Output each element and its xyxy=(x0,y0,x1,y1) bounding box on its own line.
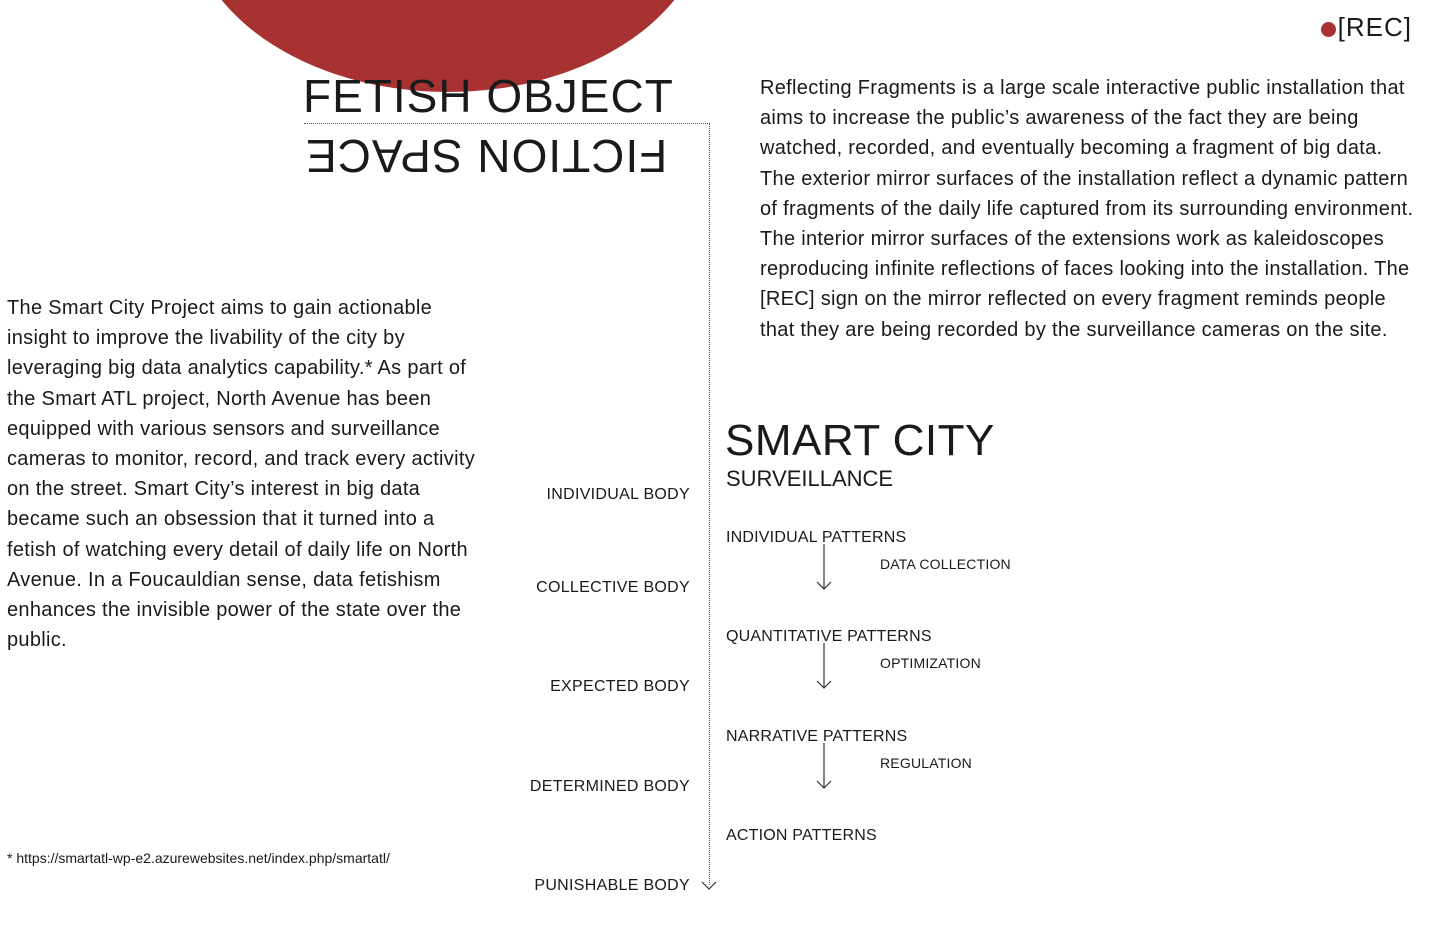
pattern-label: ACTION PATTERNS xyxy=(726,827,877,844)
body-label: COLLECTIVE BODY xyxy=(536,579,690,596)
dotted-divider-vertical xyxy=(709,123,710,885)
body-label: DETERMINED BODY xyxy=(529,778,690,795)
title-fiction-space-mirrored: FICTION SPACE xyxy=(305,130,668,182)
pattern-label: NARRATIVE PATTERNS xyxy=(726,728,908,745)
rec-indicator xyxy=(1321,12,1412,43)
smart-city-description: The Smart City Project aims to gain actionable insight to improve the livability of the city by leveraging big data analytics capability.* As part of the Smart ATL project, North Avenue has been equipped with various sensors and surveillance cameras to monitor, record, and track every activity on the street. Smart City’s interest in big data became such an obsession that it turned into a fetish of watching every detail of daily life on North Avenue. In a Foucauldian sense, data fetishism enhances the invisible power of the state over the public. xyxy=(7,297,475,652)
body-label: INDIVIDUAL BODY xyxy=(546,486,690,503)
down-arrow-icon xyxy=(700,874,718,892)
rec-label: [REC] xyxy=(1337,12,1412,42)
process-label: DATA COLLECTION xyxy=(880,556,1011,572)
footnote-url: * https://smartatl-wp-e2.azurewebsites.net/index.php/smartatl/ xyxy=(7,850,390,866)
pattern-label: INDIVIDUAL PATTERNS xyxy=(726,529,907,546)
body-label: EXPECTED BODY xyxy=(550,678,690,695)
body-label: PUNISHABLE BODY xyxy=(534,877,690,894)
smart-city-title: SMART CITY xyxy=(725,416,995,465)
title-fetish-object: FETISH OBJECT xyxy=(303,70,674,122)
pattern-label: QUANTITATIVE PATTERNS xyxy=(726,628,932,645)
flow-down-arrow-icon xyxy=(815,544,833,592)
process-label: OPTIMIZATION xyxy=(880,655,981,671)
flow-down-arrow-icon xyxy=(815,743,833,791)
smart-city-subtitle: SURVEILLANCE xyxy=(726,466,894,491)
dotted-divider-horizontal xyxy=(304,123,710,124)
flow-down-arrow-icon xyxy=(815,643,833,691)
record-dot-icon xyxy=(1321,22,1336,37)
installation-description: Reflecting Fragments is a large scale interactive public installation that aims to increase the public’s awareness of the fact they are being watched, recorded, and eventually becoming a fragment of big data. The exterior mirror surfaces of the installation reflect a dynamic pattern of fragments of the daily life captured from its surrounding environment. The interior mirror surfaces of the extensions work as kaleidoscopes reproducing infinite reflections of faces looking into the installation. The [REC] sign on the mirror reflected on every fragment reminds people that they are being recorded by the surveillance cameras on the site. xyxy=(760,77,1414,341)
process-label: REGULATION xyxy=(880,755,972,771)
